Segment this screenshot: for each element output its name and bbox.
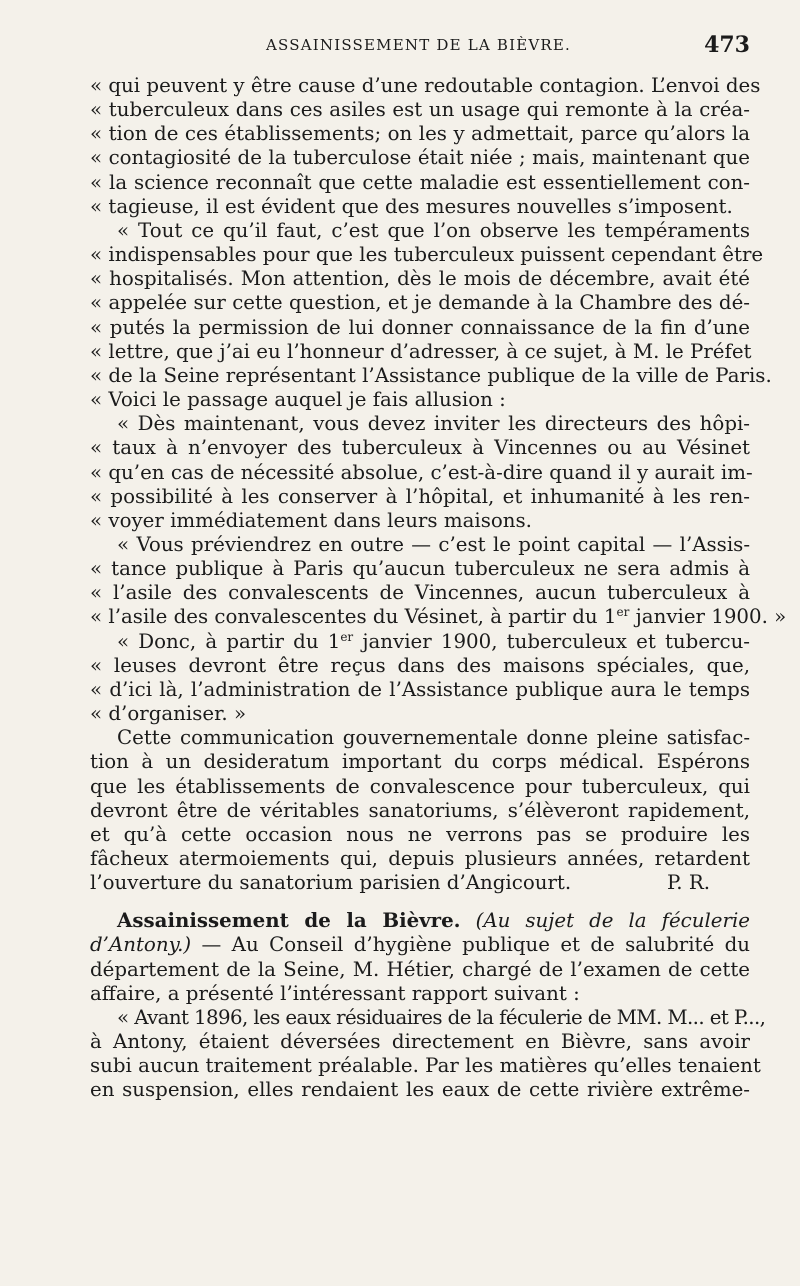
text-line: « leuses devront être reçus dans des maisons spéciales, que, — [90, 653, 750, 677]
text-line: affaire, a présenté l’intéressant rapport suivant : — [90, 981, 580, 1005]
text-line: « Avant 1896, les eaux résiduaires de la féculerie de MM. M... et P..., — [117, 1005, 766, 1029]
page-number: 473 — [704, 32, 750, 58]
body-text — [90, 74, 787, 1103]
text-line: « voyer immédiatement dans leurs maisons. — [90, 508, 532, 532]
text-line: « indispensables pour que les tuberculeux puissent cependant être — [90, 243, 764, 267]
text-line: à Antony, étaient déversées directement en Bièvre, sans avoir — [90, 1030, 750, 1054]
text-line: « Tout ce qu’il faut, c’est que l’on observe les tempéraments — [117, 218, 750, 242]
author-signature: P. R. — [666, 871, 710, 895]
text-fragment: « Donc, à partir du 1 — [117, 629, 341, 653]
text-line — [90, 605, 787, 629]
text-fragment: — Au Conseil d’hygiène publique et de salubrité du — [191, 933, 750, 957]
text-line: que les établissements de convalescence pour tuberculeux, qui — [90, 774, 750, 798]
text-line: « contagiosité de la tuberculose était niée ; mais, maintenant que — [90, 146, 750, 170]
text-line — [90, 933, 750, 957]
text-line: « hospitalisés. Mon attention, dès le mois de décembre, avait été — [90, 267, 750, 291]
section-spacer — [90, 895, 750, 908]
text-fragment: « l’asile des convalescentes du Vésinet, à partir du 1 — [90, 605, 617, 629]
text-line: « l’asile des convalescents de Vincennes, aucun tuberculeux à — [90, 581, 750, 605]
superscript: er — [340, 629, 354, 644]
text-line: « putés la permission de lui donner connaissance de la fin d’une — [90, 315, 750, 339]
text-fragment: l’ouverture du sanatorium parisien d’Angicourt. — [90, 871, 572, 895]
text-line: « de la Seine représentant l’Assistance publique de la ville de Paris. — [90, 363, 772, 387]
section-heading: Assainissement de la Bièvre. — [117, 908, 461, 933]
text-line: « possibilité à les conserver à l’hôpital, et inhumanité à les ren- — [90, 484, 750, 508]
text-line: tion à un desideratum important du corps médical. Espérons — [90, 750, 750, 774]
text-line: « la science reconnaît que cette maladie est essentiellement con- — [90, 170, 750, 194]
text-fragment: janvier 1900, tuberculeux et tubercu- — [353, 629, 750, 653]
text-line — [90, 871, 750, 895]
text-line: subi aucun traitement préalable. Par les matières qu’elles tenaient — [90, 1054, 761, 1078]
text-line: Cette communication gouvernementale donne pleine satisfac- — [117, 726, 750, 750]
text-line: « qui peuvent y être cause d’une redoutable contagion. L’envoi des — [90, 74, 761, 97]
text-line: et qu’à cette occasion nous ne verrons pas se produire les — [90, 822, 750, 846]
superscript: er — [616, 605, 630, 620]
text-fragment: janvier 1900. » — [629, 605, 787, 629]
section-subject: (Au sujet de la féculerie — [475, 909, 750, 933]
text-line: département de la Seine, M. Hétier, chargé de l’examen de cette — [90, 957, 750, 981]
running-title: ASSAINISSEMENT DE LA BIÈVRE. — [266, 36, 572, 54]
text-line: « lettre, que j’ai eu l’honneur d’adresser, à ce sujet, à M. le Préfet — [90, 339, 752, 363]
text-line: « taux à n’envoyer des tuberculeux à Vincennes ou au Vésinet — [90, 436, 750, 460]
text-line — [90, 908, 750, 933]
text-line: « tagieuse, il est évident que des mesures nouvelles s’imposent. — [90, 194, 733, 218]
text-line: fâcheux atermoiements qui, depuis plusieurs années, retardent — [90, 847, 750, 870]
page-header — [96, 32, 760, 60]
text-line: « appelée sur cette question, et je demande à la Chambre des dé- — [90, 291, 750, 315]
text-line — [90, 630, 750, 654]
text-line: « tion de ces établissements; on les y admettait, parce qu’alors la — [90, 122, 750, 146]
text-line: « d’organiser. » — [90, 702, 247, 726]
text-line: « qu’en cas de nécessité absolue, c’est-à-dire quand il y aurait im- — [90, 460, 753, 484]
text-line: « Voici le passage auquel je fais allusion : — [90, 388, 506, 412]
text-line: devront être de véritables sanatoriums, s’élèveront rapidement, — [90, 798, 750, 822]
text-line: « d’ici là, l’administration de l’Assistance publique aura le temps — [90, 677, 750, 701]
text-line: « tuberculeux dans ces asiles est un usage qui remonte à la créa- — [90, 98, 750, 122]
text-line: « Dès maintenant, vous devez inviter les directeurs des hôpi- — [117, 412, 750, 436]
section-subject: d’Antony.) — [90, 933, 192, 957]
text-line: « tance publique à Paris qu’aucun tuberculeux ne sera admis à — [90, 557, 750, 581]
text-line: « Vous préviendrez en outre — c’est le point capital — l’Assis- — [117, 532, 750, 556]
text-line: en suspension, elles rendaient les eaux de cette rivière extrême- — [90, 1078, 750, 1102]
